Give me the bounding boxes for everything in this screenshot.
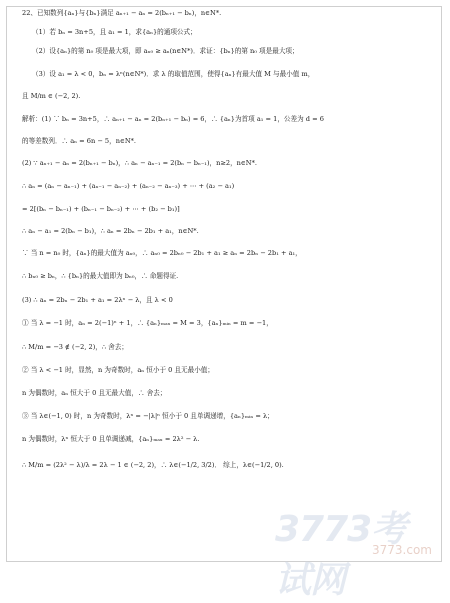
solution-3-case-3: ③ 当 λ∈(−1, 0) 时，n 为奇数时，λⁿ = −|λ|ⁿ 恒小于 0 且单调递增，{aₙ}ₘᵢₙ = λ； xyxy=(22,412,274,420)
solution-2-line-2: ∴ aₙ = (aₙ − aₙ₋₁) + (aₙ₋₁ − aₙ₋₂) + (aₙ₋₂ − aₙ₋₃) + ⋯ + (a₂ − a₁) xyxy=(22,182,235,190)
solution-3-case-3-cont: n 为偶数时，λⁿ 恒大于 0 且单调递减，{aₙ}ₘₐₓ = 2λ² − λ. xyxy=(22,435,200,443)
watermark-logo: 3773考试网 xyxy=(275,509,407,601)
site-watermark xyxy=(275,499,440,601)
solution-2-line-4: ∴ aₙ − a₁ = 2(bₙ − b₁)，∴ aₙ = 2bₙ − 2b₁ + a₁，n∈N*. xyxy=(22,227,199,235)
question-part-2: （2）设{aₙ}的第 n₀ 项是最大项，即 aₙ₀ ≥ aₙ(n∈N*)．求证：{bₙ}的第 n₀ 项是最大项； xyxy=(32,47,299,55)
question-part-3-cont: 且 M/m ∈ (−2, 2). xyxy=(22,92,81,100)
watermark-url: 3773.com xyxy=(372,543,432,557)
solution-3-case-1-cont: ∴ M/m = −3 ∉ (−2, 2)，∴ 舍去； xyxy=(22,343,128,351)
solution-conclusion: ∴ M/m = (2λ² − λ)/λ = 2λ − 1 ∈ (−2, 2)，∴ λ∈(−1/2, 3/2)． 综上，λ∈(−1/2, 0). xyxy=(22,461,284,469)
question-title: 22、已知数列{aₙ}与{bₙ}满足 aₙ₊₁ − aₙ = 2(bₙ₊₁ − bₙ)，n∈N*. xyxy=(22,9,222,17)
solution-2-line-5: ∵ 当 n = n₀ 时，{aₙ}的最大值为 aₙ₀，∴ aₙ₀ = 2bₙ₀ − 2b₁ + a₁ ≥ aₙ = 2bₙ − 2b₁ + a₁， xyxy=(22,249,302,257)
solution-1-line-2: 的等差数列．∴ aₙ = 6n − 5，n∈N*. xyxy=(22,137,136,145)
solution-3-case-1: ① 当 λ = −1 时，aₙ = 2(−1)ⁿ + 1，∴ {aₙ}ₘₐₓ = M = 3，{aₙ}ₘᵢₙ = m = −1， xyxy=(22,319,273,327)
solution-3-case-2: ② 当 λ < −1 时，显然，n 为奇数时，aₙ 恒小于 0 且无最小值； xyxy=(22,366,214,374)
solution-2-line-6: ∴ bₙ₀ ≥ bₙ，∴ {bₙ}的最大值即为 bₙ₀，∴ 命题得证. xyxy=(22,272,179,280)
solution-1-line-1: 解析：(1) ∵ bₙ = 3n+5，∴ aₙ₊₁ − aₙ = 2(bₙ₊₁ − bₙ) = 6，∴ {aₙ}为首项 a₁ = 1，公差为 d = 6 xyxy=(22,115,324,123)
solution-2-line-1: (2) ∵ aₙ₊₁ − aₙ = 2(bₙ₊₁ − bₙ)，∴ aₙ − aₙ₋₁ = 2(bₙ − bₙ₋₁)，n≥2，n∈N*. xyxy=(22,159,257,167)
solution-3-line-1: (3) ∴ aₙ = 2bₙ − 2b₁ + a₁ = 2λⁿ − λ，且 λ < 0 xyxy=(22,296,173,304)
question-part-1: （1）若 bₙ = 3n+5，且 a₁ = 1，求{aₙ}的通项公式； xyxy=(32,28,197,36)
solution-3-case-2-cont: n 为偶数时，aₙ 恒大于 0 且无最大值，∴ 舍去； xyxy=(22,389,167,397)
document-page xyxy=(6,6,442,601)
question-part-3: （3）设 a₁ = λ < 0，bₙ = λⁿ(n∈N*)．求 λ 的取值范围，使得{aₙ}有最大值 M 与最小值 m， xyxy=(32,70,315,78)
solution-2-line-3: = 2[(bₙ − bₙ₋₁) + (bₙ₋₁ − bₙ₋₂) + ⋯ + (b₂ − b₁)] xyxy=(22,205,180,213)
